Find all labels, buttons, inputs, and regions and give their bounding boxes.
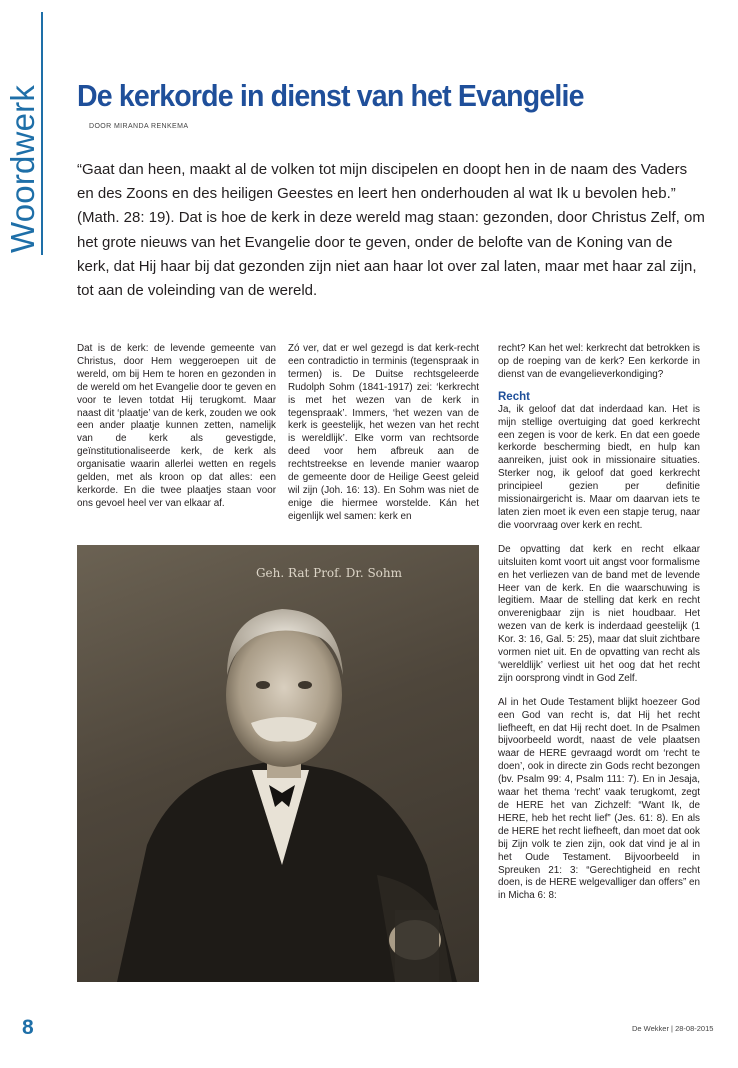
- photo-caption: Geh. Rat Prof. Dr. Sohm: [255, 566, 403, 580]
- column-2: [288, 343, 479, 524]
- column-1-paragraph: Dat is de kerk: de levende gemeente van Christus, door Hem weggeroepen uit de wereld, om bij Hem te horen en gezonden in de wereld om het Evangelie door te geven en voor te leven totdat Hij terugkomt. Maar naast dit ‘plaatje’ van de kerk, zouden we ook een ander plaatje kunnen zetten, namelijk van de kerk als gevestigde, geïnstitutionaliseerde kerk, de kerk als organisatie waarin allerlei wetten en regels gelden, met als kroon op dat alles: een kerkorde. En die twee plaatjes staan voor ons gevoel heel ver van elkaar af.: [77, 343, 276, 509]
- byline: DOOR MIRANDA RENKEMA: [89, 123, 189, 130]
- article-title: De kerkorde in dienst van het Evangelie: [77, 78, 584, 113]
- page-number: 8: [22, 1016, 34, 1039]
- column-3-paragraph-3: De opvatting dat kerk en recht elkaar uitsluiten komt voort uit angst voor formalisme en het verliezen van de band met de levende Heer van de kerk. En die waarschuwing is legitiem. Maar de stelling dat kerk en recht onverenigbaar zijn is niet houdbaar. Het wezen van de kerk is inderdaad geestelijk (1 Kor. 3: 16, Gal. 5: 25), maar dat sluit zichtbare vormen niet uit. En de opvatting van recht als ‘wereldlijk’ verliest uit het oog dat het recht zijn oorsprong vindt in God Zelf.: [498, 543, 700, 684]
- intro-paragraph: “Gaat dan heen, maakt al de volken tot mijn discipelen en doopt hen in de naam des Vaders en des Zoons en des heiligen Geestes en leert hen onderhouden al wat Ik u bevolen heb.” (Math. 28: 19). Dat is hoe de kerk in deze wereld mag staan: gezonden, door Christus Zelf, om het grote nieuws van het Evangelie door te geven, onder de belofte van de Koning van de kerk, dat Hij haar bij dat gezonden zijn niet aan haar lot over zal laten, maar met haar zal zijn, tot aan de voleinding van de wereld.: [77, 161, 705, 300]
- portrait-photo: [77, 545, 479, 982]
- column-3-paragraph-4: Al in het Oude Testament blijkt hoezeer God een God van recht is, dat Hij het recht liefheeft, en dat Hij recht doet. In de Psalmen bijvoorbeeld wordt, naast de vele plaatsen waar de HERE gevraagd wordt om ‘recht te doen’, ook in directe zin Gods recht bezongen (bv. Psalm 99: 4, Psalm 111: 7). En in Jesaja, waar het thema ‘recht’ vaak terugkomt, zegt de HERE het van Zichzelf: “Want Ik, de HERE, heb het recht lief” (Jes. 61: 8). En als de HERE het recht liefheeft, dan moet dat ook bij Zijn volk te zien zijn, ook dat vind je al in het Oude Testament. Bijvoorbeeld in Spreuken 21: 3: “Gerechtigheid en recht doen, is de HERE welgevalliger dan offers” en in Micha 6: 8:: [498, 696, 700, 902]
- column-3-paragraph-2: Ja, ik geloof dat dat inderdaad kan. Het is mijn stellige overtuiging dat goed kerkrecht een zegen is voor de kerk. En dat een goede kerkorde bescherming biedt, en hulp kan aanreiken, juist ook in missionaire situaties. Sterker nog, ik geloof dat goed kerkrecht principieel gezien per definitie missionairgericht is. Maar om daarvan iets te laten zien moet ik even een stapje terug, naar die voorvraag over kerk en recht.: [498, 403, 700, 531]
- column-3: [498, 343, 700, 903]
- column-1: [77, 343, 276, 511]
- portrait-illustration: [77, 545, 479, 982]
- rubric-label: Woordwerk: [4, 84, 41, 254]
- column-2-paragraph: Zó ver, dat er wel gezegd is dat kerk-recht een contradictio in terminis (tegenspraak in termen) is. De Duitse rechtsgeleerde Rudolph Sohm (1841-1917) zei: ‘kerkrecht is met het wezen van de kerk in tegenspraak’. Immers, ‘het wezen van de kerk is geestelijk, het wezen van het recht is wereldlijk’. Elke vorm van rechtsorde deed voor hem afbreuk aan de rechtstreekse en levende manier waarop de gemeente door de Heilige Geest geleid wil zijn (Joh. 16: 13). En Sohm was niet de enige die hiermee worstelde. Kán het eigenlijk wel samen: kerk en: [288, 343, 479, 522]
- footer-publication: De Wekker | 28-08-2015: [632, 1024, 714, 1033]
- rubric: [5, 74, 41, 264]
- column-3-paragraph-1: recht? Kan het wel: kerkrecht dat betrokken is op de roeping van de kerk? Een kerkorde in dienst van de evangelieverkondiging?: [498, 343, 700, 380]
- section-heading-recht: Recht: [498, 390, 530, 403]
